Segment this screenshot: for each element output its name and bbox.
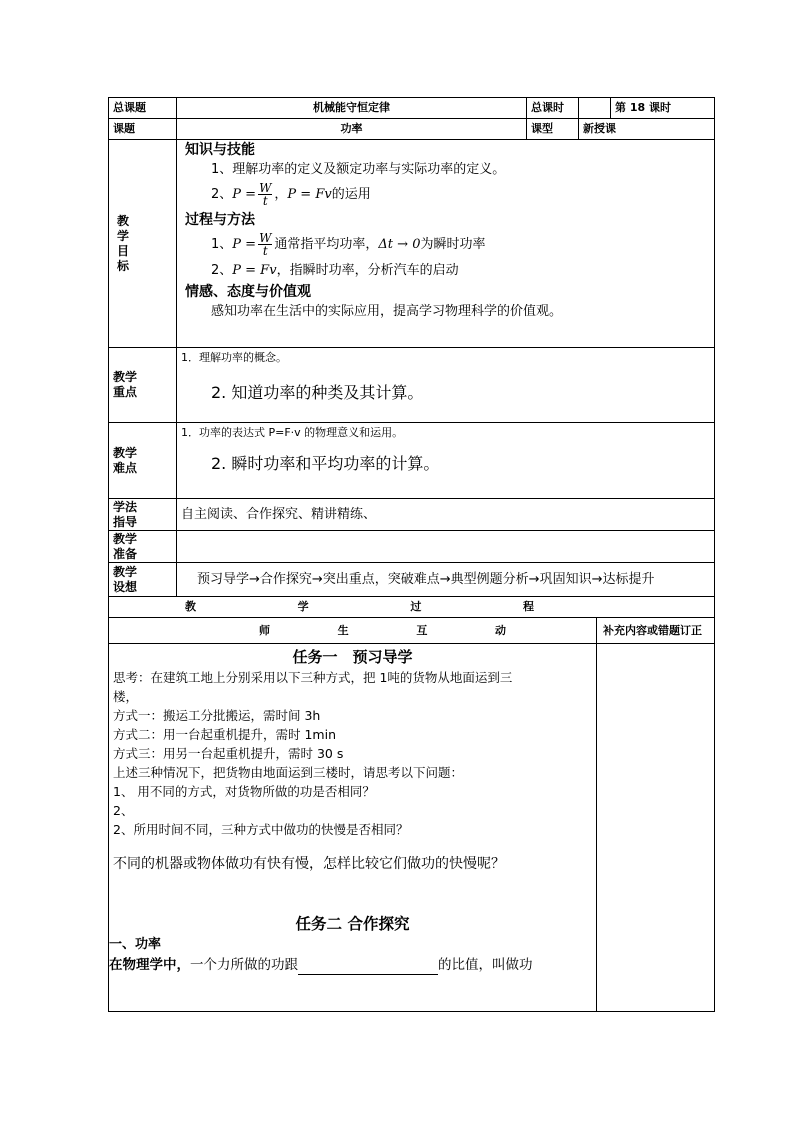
topic-value: 功率 [177,119,527,140]
knowledge-item-2: 2、P = $\frac{W}{t}$ ，P = Fv的运用 [211,181,371,208]
methods-label: 学法 指导 [109,499,177,531]
task1-line-6: 上述三种情况下，把货物由地面运到三楼时，请思考以下问题： [113,765,464,780]
header-row-2 [109,119,715,140]
interaction-heading-cell [109,618,597,644]
objectives-content [177,140,715,348]
interaction-row [109,618,715,644]
task2-title: 任务二 合作探究 [295,915,410,933]
interaction-char-1: 师 [259,623,270,637]
design-content: 预习导学→合作探究→突出重点，突破难点→典型例题分析→巩固知识→达标提升 [177,563,715,597]
process-char-4: 程 [522,600,534,613]
design-label: 教学 设想 [109,563,177,597]
difficulty-1: 1．功率的表达式 P=F·v 的物理意义和运用。 [181,426,404,439]
task1-line-3: 方式一：搬运工分批搬运，需时间 3h [113,708,321,723]
interaction-char-3: 互 [416,623,428,637]
supplement-label: 补充内容或错题订正 [597,618,715,644]
main-content-row [109,644,715,1012]
key-point-2: 2. 知道功率的种类及其计算。 [211,383,424,402]
task1-line-9: 2、所用时间不同，三种方式中做功的快慢是否相同？ [113,822,409,837]
key-point-1: 1．理解功率的概念。 [181,351,287,364]
fraction-w-over-t: $\frac{W}{t}$ [259,181,272,208]
task1-line-7: 1、 用不同的方式，对货物所做的功是否相同？ [113,784,375,799]
interaction-char-2: 生 [337,623,349,637]
methods-content: 自主阅读、合作探究、精讲精练、 [177,499,715,531]
process-item-2: 2、P = Fv，指瞬时功率，分析汽车的启动 [211,263,459,278]
difficulties-row [109,423,715,499]
task1-question: 不同的机器或物体做功有快有慢，怎样比较它们做功的快慢呢？ [113,856,505,872]
main-content-cell [109,644,597,1012]
process-item-1: 1、P = $\frac{W}{t}$ 通常指平均功率，Δt → 0为瞬时功率 [211,231,486,258]
process-char-3: 过 [410,600,422,613]
emotion-item: 感知功率在生活中的实际应用，提高学习物理科学的价值观。 [211,304,563,319]
key-points-label: 教学 重点 [109,348,177,423]
emotion-heading: 情感、态度与价值观 [185,284,311,300]
interaction-char-4: 动 [494,623,506,637]
type-value: 新授课 [579,119,715,140]
task1-line-4: 方式二：用一台起重机提升，需时 1min [113,727,336,742]
difficulties-content [177,423,715,499]
knowledge-item-1: 1、理解功率的定义及额定功率与实际功率的定义。 [211,162,506,177]
header-row-1 [109,98,715,119]
key-points-row [109,348,715,423]
fraction-w-over-t-2: $\frac{W}{t}$ [259,231,272,258]
total-hours-value [579,98,611,119]
design-row [109,563,715,597]
task1-line-1: 思考：在建筑工地上分别采用以下三种方式，把 1吨的货物从地面运到三 [113,670,513,685]
lesson-plan-table [108,97,715,1012]
task2-line: 在物理学中，一个力所做的功跟 的比值，叫做功 [109,957,533,973]
lesson-plan-sheet [108,97,714,1012]
methods-row [109,499,715,531]
supplement-cell[interactable] [597,644,715,1012]
total-topic-label: 总课题 [109,98,177,119]
task1-line-5: 方式三：用另一台起重机提升，需时 30 s [113,746,344,761]
task1-title: 任务一 预习导学 [292,648,413,666]
process-row [109,597,715,618]
process-heading: 过程与方法 [185,212,255,228]
preparation-content [177,531,715,563]
difficulties-label: 教学 难点 [109,423,177,499]
knowledge-heading: 知识与技能 [185,142,255,158]
task1-line-2: 楼， [113,689,139,704]
objectives-label: 教 学 目 标 [109,140,177,348]
type-label: 课型 [527,119,579,140]
lesson-number: 第 18 课时 [611,98,715,119]
process-char-2: 学 [297,600,309,613]
preparation-row [109,531,715,563]
task1-line-8: 2、 [113,803,134,818]
process-char-1: 教 [185,600,196,613]
total-hours-label: 总课时 [527,98,579,119]
difficulty-2: 2. 瞬时功率和平均功率的计算。 [211,454,440,473]
preparation-label: 教学 准备 [109,531,177,563]
objectives-row [109,140,715,348]
fill-in-blank[interactable] [298,961,438,975]
process-heading-cell [109,597,715,618]
total-topic-value: 机械能守恒定律 [177,98,527,119]
topic-label: 课题 [109,119,177,140]
key-points-content [177,348,715,423]
task2-section: 一、功率 [109,937,162,952]
